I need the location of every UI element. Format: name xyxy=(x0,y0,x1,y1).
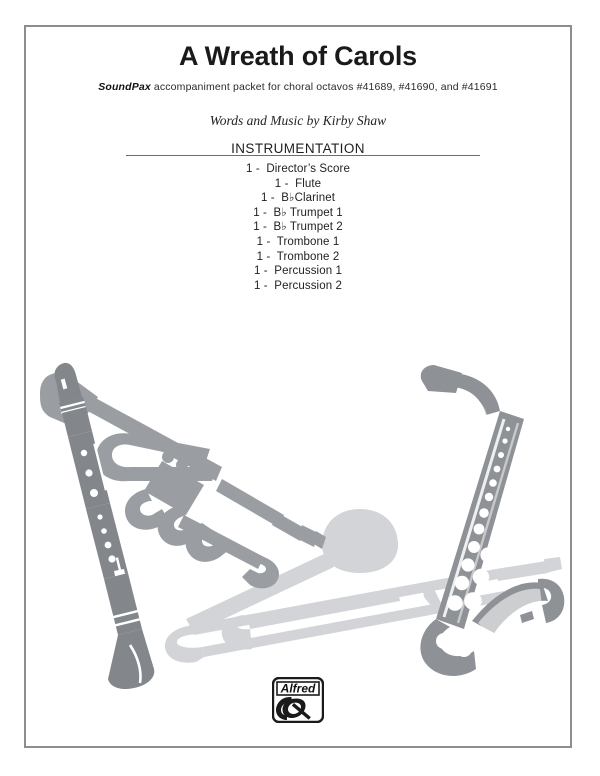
series-subtitle xyxy=(26,81,570,93)
soundpax-brand: SoundPax xyxy=(98,81,151,93)
alfred-logo xyxy=(272,677,324,723)
instrument-artwork xyxy=(26,357,574,702)
cover-page-frame xyxy=(24,25,572,748)
page-title: A Wreath of Carols xyxy=(179,41,417,71)
instrumentation-item: 1 - B♭ Trumpet 2 xyxy=(253,221,343,234)
instrumentation-item: 1 - Director’s Score xyxy=(246,163,350,175)
instrumentation-heading: INSTRUMENTATION xyxy=(231,141,365,156)
instrumentation-item: 1 - Trombone 2 xyxy=(256,250,340,263)
instrumentation-item: 1 - Percussion 2 xyxy=(254,279,342,292)
trombone-illustration xyxy=(165,485,562,663)
composer-credit: Words and Music by Kirby Shaw xyxy=(209,113,387,128)
saxophone-illustration xyxy=(420,365,564,676)
instrumentation-list xyxy=(26,162,570,293)
instrumentation-item: 1 - Flute xyxy=(274,177,322,190)
instrumentation-divider xyxy=(126,155,480,156)
clarinet-illustration xyxy=(54,363,154,689)
instrumentation-item: 1 - Percussion 1 xyxy=(254,265,342,278)
trumpet-illustration xyxy=(40,373,326,588)
alfred-wordmark: Alfred xyxy=(280,681,316,696)
instrumentation-item: 1 - B♭Clarinet xyxy=(260,192,336,205)
instrumentation-item: 1 - B♭ Trumpet 1 xyxy=(253,206,343,219)
instrumentation-item: 1 - Trombone 1 xyxy=(256,235,340,248)
series-subtitle-text: accompaniment packet for choral octavos #41689, #41690, and #41691 xyxy=(150,81,498,93)
